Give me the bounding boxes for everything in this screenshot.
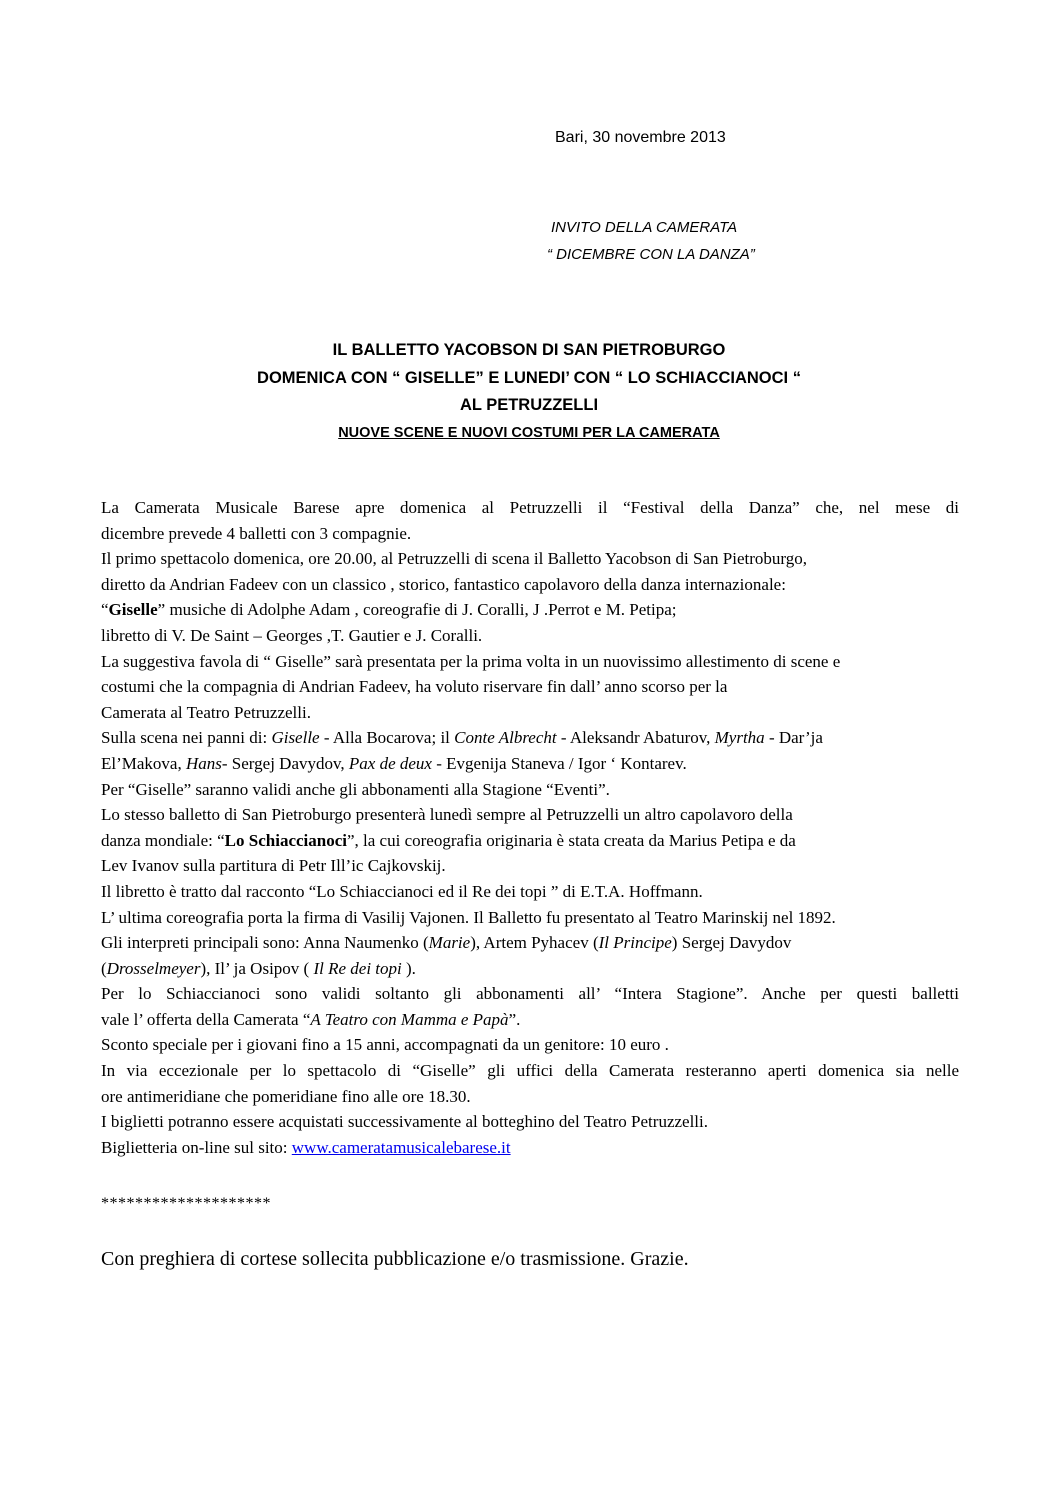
body-line: ore antimeridiane che pomeridiane fino alle ore 18.30.	[101, 1086, 471, 1106]
body-line: La suggestiva favola di “ Giselle” sarà presentata per la prima volta in un nuovissimo allestimento di scene e	[101, 651, 841, 671]
body-line: Il libretto è tratto dal racconto “Lo Schiaccianoci ed il Re dei topi ” di E.T.A. Hoffmann.	[101, 881, 703, 901]
body-line: danza mondiale: “Lo Schiaccianoci”, la cui coreografia originaria è stata creata da Marius Petipa e da	[101, 830, 796, 850]
body-line: Per lo Schiaccianoci sono validi soltanto gli abbonamenti all’ “Intera Stagione”. Anche per questi balletti	[101, 984, 959, 1004]
body-line: El’Makova, Hans- Sergej Davydov, Pax de deux - Evgenija Staneva / Igor ‘ Kontarev.	[101, 753, 687, 773]
schiaccianoci-title: Lo Schiaccianoci	[224, 830, 347, 850]
offer-name: A Teatro con Mamma e Papà	[310, 1009, 509, 1029]
press-release-body	[101, 495, 959, 1160]
body-line: “Giselle” musiche di Adolphe Adam , coreografie di J. Coralli, J .Perrot e M. Petipa;	[101, 600, 677, 620]
invito-line-1: INVITO DELLA CAMERATA	[551, 219, 738, 236]
title-block	[100, 337, 958, 447]
body-line: Camerata al Teatro Petruzzelli.	[101, 702, 311, 722]
role-name: Il Re dei topi	[313, 958, 402, 978]
body-line: L’ ultima coreografia porta la firma di Vasilij Vajonen. Il Balletto fu presentato al Teatro Marinskij nel 1892.	[101, 907, 836, 927]
body-line: dicembre prevede 4 balletti con 3 compagnie.	[101, 523, 412, 543]
role-name: Conte Albrecht	[454, 728, 557, 748]
title-subtitle: NUOVE SCENE E NUOVI COSTUMI PER LA CAMERATA	[338, 424, 720, 441]
body-line: Sconto speciale per i giovani fino a 15 anni, accompagnati da un genitore: 10 euro .	[101, 1035, 669, 1055]
body-line: La Camerata Musicale Barese apre domenica al Petruzzelli il “Festival della Danza” che, nel mese di	[101, 498, 959, 517]
body-line: diretto da Andrian Fadeev con un classico , storico, fantastico capolavoro della danza internazionale:	[101, 574, 786, 594]
role-name: Pax de deux	[348, 753, 432, 773]
website-link[interactable]: www.cameratamusicalebarese.it	[291, 1137, 511, 1157]
body-line: In via eccezionale per lo spettacolo di “Giselle” gli uffici della Camerata resteranno aperti domenica sia nelle	[101, 1061, 959, 1081]
body-line: Biglietteria on-line sul sito: www.cameratamusicalebarese.it	[101, 1137, 511, 1157]
role-name: Hans	[185, 753, 222, 773]
separator-stars: ********************	[101, 1195, 271, 1212]
role-name: Drosselmeyer	[106, 958, 201, 978]
role-name: Marie	[428, 933, 471, 953]
body-line: Gli interpreti principali sono: Anna Naumenko (Marie), Artem Pyhacev (Il Principe) Sergej Davydov	[101, 933, 792, 953]
giselle-title: Giselle	[108, 600, 158, 620]
body-line: Per “Giselle” saranno validi anche gli abbonamenti alla Stagione “Eventi”.	[101, 779, 610, 799]
body-line: libretto di V. De Saint – Georges ,T. Gautier e J. Coralli.	[101, 625, 483, 645]
body-line: Sulla scena nei panni di: Giselle - Alla Bocarova; il Conte Albrecht - Aleksandr Abaturov, Myrtha - Dar’ja	[101, 728, 823, 748]
body-line: Lev Ivanov sulla partitura di Petr Ill’ic Cajkovskij.	[101, 856, 446, 876]
title-line-3: AL PETRUZZELLI	[459, 396, 599, 414]
document-date: Bari, 30 novembre 2013	[555, 129, 726, 146]
body-line: I biglietti potranno essere acquistati successivamente al botteghino del Teatro Petruzzelli.	[101, 1112, 708, 1132]
body-line: costumi che la compagnia di Andrian Fadeev, ha voluto riservare fin dall’ anno scorso per la	[101, 677, 728, 697]
body-line: (Drosselmeyer), Il’ ja Osipov ( Il Re dei topi ).	[101, 958, 416, 978]
title-line-1: IL BALLETTO YACOBSON DI SAN PIETROBURGO	[332, 341, 726, 359]
body-line: Il primo spettacolo domenica, ore 20.00, al Petruzzelli di scena il Balletto Yacobson di San Pietroburgo,	[101, 549, 807, 569]
role-name: Myrtha	[714, 728, 765, 748]
role-name: Il Principe	[598, 933, 672, 953]
body-line: vale l’ offerta della Camerata “A Teatro con Mamma e Papà”.	[101, 1009, 521, 1029]
body-line: Lo stesso balletto di San Pietroburgo presenterà lunedì sempre al Petruzzelli un altro capolavoro della	[101, 805, 793, 825]
closing-line: Con preghiera di cortese sollecita pubblicazione e/o trasmissione. Grazie.	[101, 1248, 689, 1270]
title-line-2: DOMENICA CON “ GISELLE” E LUNEDI’ CON “ LO SCHIACCIANOCI “	[257, 368, 801, 387]
role-name: Giselle	[271, 728, 320, 748]
invito-line-2: “ DICEMBRE CON LA DANZA”	[547, 246, 755, 263]
